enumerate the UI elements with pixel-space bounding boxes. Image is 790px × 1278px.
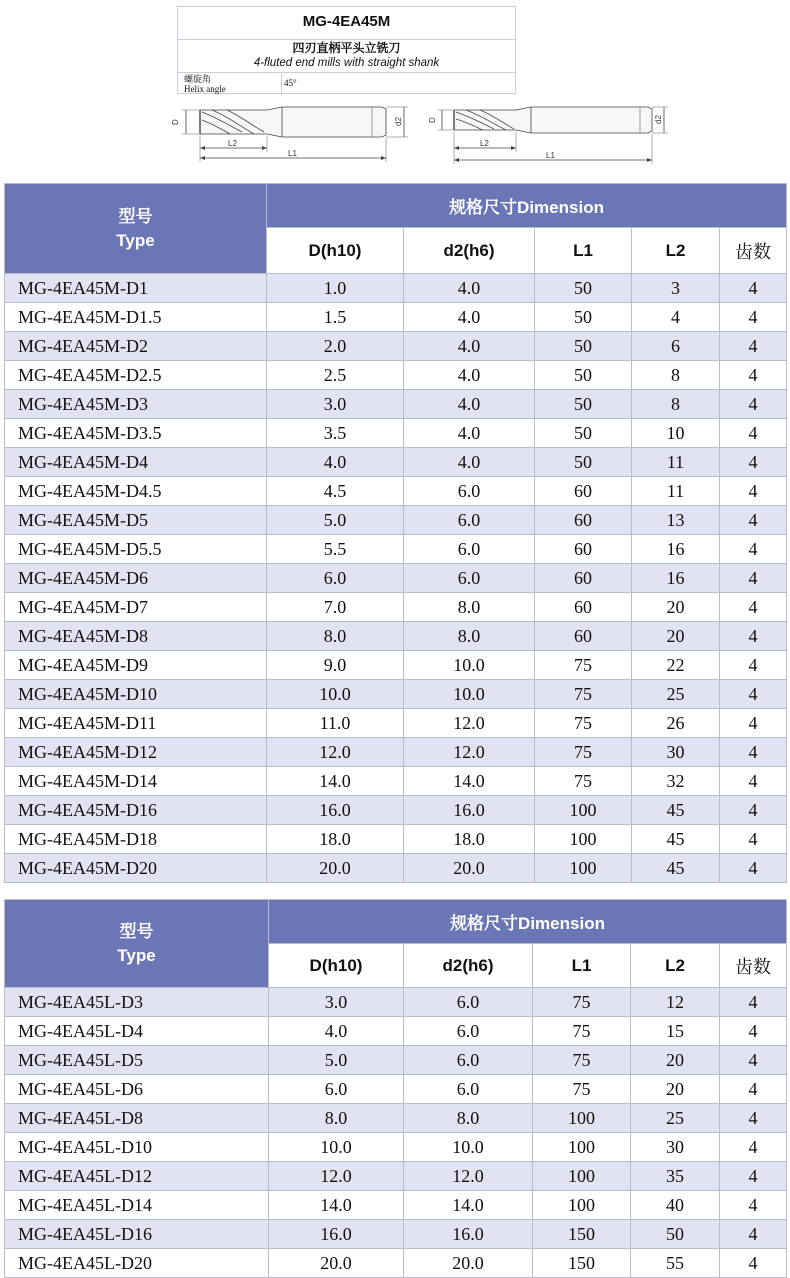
- spec-table-m-body: [5, 274, 787, 883]
- cell-D-h10: 7.0: [267, 593, 404, 622]
- cell-d2-h6: 6.0: [404, 564, 535, 593]
- cell-d2-h6: 10.0: [404, 1133, 533, 1162]
- cell-type: MG-4EA45L-D16: [5, 1220, 269, 1249]
- cell-L1: 75: [533, 1017, 631, 1046]
- col-header-d2: d2(h6): [404, 228, 535, 274]
- cell-type: MG-4EA45L-D5: [5, 1046, 269, 1075]
- cell-flutes: 4: [720, 1104, 787, 1133]
- cell-D-h10: 2.5: [267, 361, 404, 390]
- cell-flutes: 4: [720, 1017, 787, 1046]
- cell-type: MG-4EA45M-D11: [5, 709, 267, 738]
- spec-table-m: [4, 183, 787, 883]
- col-header-L1: L1: [535, 228, 632, 274]
- table-row: [5, 390, 787, 419]
- dimension-header-2: 规格尺寸Dimension: [269, 900, 787, 944]
- cell-d2-h6: 20.0: [404, 854, 535, 883]
- cell-L1: 75: [535, 767, 632, 796]
- cell-D-h10: 4.0: [269, 1017, 404, 1046]
- label-L2-2: L2: [480, 139, 489, 148]
- cell-L1: 50: [535, 419, 632, 448]
- cell-L1: 60: [535, 564, 632, 593]
- cell-d2-h6: 6.0: [404, 506, 535, 535]
- table-row: [5, 361, 787, 390]
- cell-L2: 20: [631, 1075, 720, 1104]
- cell-L1: 75: [535, 709, 632, 738]
- cell-flutes: 4: [720, 709, 787, 738]
- cell-d2-h6: 12.0: [404, 1162, 533, 1191]
- cell-d2-h6: 8.0: [404, 1104, 533, 1133]
- cell-D-h10: 14.0: [269, 1191, 404, 1220]
- table-row: [5, 988, 787, 1017]
- cell-d2-h6: 6.0: [404, 1046, 533, 1075]
- table-row: [5, 535, 787, 564]
- cell-flutes: 4: [720, 767, 787, 796]
- cell-D-h10: 4.5: [267, 477, 404, 506]
- cell-type: MG-4EA45M-D18: [5, 825, 267, 854]
- cell-L2: 35: [631, 1162, 720, 1191]
- cell-d2-h6: 4.0: [404, 419, 535, 448]
- cell-L1: 75: [535, 651, 632, 680]
- cell-L2: 15: [631, 1017, 720, 1046]
- cell-type: MG-4EA45M-D9: [5, 651, 267, 680]
- cell-L2: 32: [632, 767, 720, 796]
- cell-d2-h6: 6.0: [404, 535, 535, 564]
- table-row: [5, 1162, 787, 1191]
- col-header-L2-2: L2: [631, 944, 720, 988]
- table-row: [5, 303, 787, 332]
- cell-type: MG-4EA45M-D1.5: [5, 303, 267, 332]
- table-row: [5, 1075, 787, 1104]
- cell-type: MG-4EA45L-D14: [5, 1191, 269, 1220]
- cell-D-h10: 1.0: [267, 274, 404, 303]
- table-row: [5, 767, 787, 796]
- cell-flutes: 4: [720, 1191, 787, 1220]
- cell-type: MG-4EA45L-D10: [5, 1133, 269, 1162]
- cell-L1: 60: [535, 593, 632, 622]
- cell-type: MG-4EA45L-D8: [5, 1104, 269, 1133]
- cell-L2: 26: [632, 709, 720, 738]
- table-row: [5, 274, 787, 303]
- cell-type: MG-4EA45L-D3: [5, 988, 269, 1017]
- spec-table-l-body: [5, 988, 787, 1278]
- spec-table-l: [4, 899, 787, 1278]
- cell-L1: 100: [533, 1133, 631, 1162]
- cell-d2-h6: 4.0: [404, 332, 535, 361]
- cell-L2: 25: [631, 1104, 720, 1133]
- cell-type: MG-4EA45M-D5.5: [5, 535, 267, 564]
- cell-L1: 60: [535, 477, 632, 506]
- cell-D-h10: 3.0: [269, 988, 404, 1017]
- cell-L2: 3: [632, 274, 720, 303]
- cell-L2: 6: [632, 332, 720, 361]
- table-row: [5, 593, 787, 622]
- cell-flutes: 4: [720, 332, 787, 361]
- cell-type: MG-4EA45M-D20: [5, 854, 267, 883]
- table-row: [5, 1133, 787, 1162]
- cell-d2-h6: 4.0: [404, 361, 535, 390]
- cell-flutes: 4: [720, 593, 787, 622]
- cell-d2-h6: 14.0: [404, 767, 535, 796]
- table-row: [5, 738, 787, 767]
- cell-L1: 100: [535, 825, 632, 854]
- cell-flutes: 4: [720, 1075, 787, 1104]
- helix-label-en: Helix angle: [184, 84, 226, 94]
- table-row: [5, 506, 787, 535]
- cell-flutes: 4: [720, 651, 787, 680]
- cell-flutes: 4: [720, 419, 787, 448]
- cell-type: MG-4EA45M-D12: [5, 738, 267, 767]
- cell-L2: 45: [632, 825, 720, 854]
- cell-flutes: 4: [720, 988, 787, 1017]
- table-row: [5, 622, 787, 651]
- cell-D-h10: 18.0: [267, 825, 404, 854]
- table-row: [5, 854, 787, 883]
- label-L2: L2: [228, 139, 237, 148]
- cell-flutes: 4: [720, 564, 787, 593]
- table-row: [5, 680, 787, 709]
- label-d2: d2: [394, 117, 403, 126]
- table-row: [5, 448, 787, 477]
- cell-L1: 50: [535, 390, 632, 419]
- col-header-L1-2: L1: [533, 944, 631, 988]
- cell-L2: 30: [631, 1133, 720, 1162]
- table-row: [5, 332, 787, 361]
- cell-L2: 13: [632, 506, 720, 535]
- cell-d2-h6: 12.0: [404, 709, 535, 738]
- dimension-header: 规格尺寸Dimension: [267, 184, 787, 228]
- cell-D-h10: 5.5: [267, 535, 404, 564]
- col-header-flutes-2: 齿数: [720, 944, 787, 988]
- cell-type: MG-4EA45M-D4.5: [5, 477, 267, 506]
- cell-L2: 10: [632, 419, 720, 448]
- cell-d2-h6: 4.0: [404, 274, 535, 303]
- cell-L1: 75: [533, 1075, 631, 1104]
- type-header: [5, 184, 267, 274]
- cell-flutes: 4: [720, 680, 787, 709]
- cell-L2: 22: [632, 651, 720, 680]
- table-row: [5, 564, 787, 593]
- cell-d2-h6: 16.0: [404, 796, 535, 825]
- cell-D-h10: 11.0: [267, 709, 404, 738]
- cell-D-h10: 3.0: [267, 390, 404, 419]
- cell-D-h10: 16.0: [269, 1220, 404, 1249]
- table-row: [5, 1046, 787, 1075]
- helix-angle-value: 45°: [284, 78, 297, 88]
- cell-D-h10: 14.0: [267, 767, 404, 796]
- cell-flutes: 4: [720, 506, 787, 535]
- cell-L2: 8: [632, 390, 720, 419]
- cell-L2: 20: [632, 593, 720, 622]
- table-row: [5, 1191, 787, 1220]
- cell-D-h10: 8.0: [269, 1104, 404, 1133]
- cell-D-h10: 2.0: [267, 332, 404, 361]
- cell-D-h10: 8.0: [267, 622, 404, 651]
- cell-L2: 20: [632, 622, 720, 651]
- cell-type: MG-4EA45M-D16: [5, 796, 267, 825]
- helix-angle-label: [184, 74, 282, 95]
- cell-L2: 16: [632, 564, 720, 593]
- cell-L1: 50: [535, 361, 632, 390]
- cell-type: MG-4EA45L-D20: [5, 1249, 269, 1278]
- cell-D-h10: 6.0: [269, 1075, 404, 1104]
- label-D-2: D: [428, 117, 437, 123]
- cell-flutes: 4: [720, 448, 787, 477]
- table-row: [5, 825, 787, 854]
- cell-D-h10: 4.0: [267, 448, 404, 477]
- label-L1: L1: [288, 149, 297, 158]
- cell-type: MG-4EA45M-D14: [5, 767, 267, 796]
- cell-flutes: 4: [720, 535, 787, 564]
- cell-L1: 50: [535, 332, 632, 361]
- end-mill-drawing-short: [172, 98, 412, 168]
- cell-flutes: 4: [720, 1162, 787, 1191]
- cell-flutes: 4: [720, 1046, 787, 1075]
- cell-L1: 150: [533, 1220, 631, 1249]
- cell-d2-h6: 14.0: [404, 1191, 533, 1220]
- label-L1-2: L1: [546, 151, 555, 160]
- cell-type: MG-4EA45M-D10: [5, 680, 267, 709]
- cell-flutes: 4: [720, 825, 787, 854]
- cell-type: MG-4EA45M-D5: [5, 506, 267, 535]
- cell-type: MG-4EA45M-D1: [5, 274, 267, 303]
- cell-d2-h6: 6.0: [404, 1075, 533, 1104]
- end-mill-drawing-long: [428, 98, 673, 168]
- table-row: [5, 796, 787, 825]
- cell-L1: 50: [535, 303, 632, 332]
- cell-L2: 12: [631, 988, 720, 1017]
- cell-type: MG-4EA45M-D8: [5, 622, 267, 651]
- cell-L2: 11: [632, 477, 720, 506]
- cell-d2-h6: 10.0: [404, 680, 535, 709]
- cell-type: MG-4EA45L-D6: [5, 1075, 269, 1104]
- cell-L1: 150: [533, 1249, 631, 1278]
- cell-flutes: 4: [720, 274, 787, 303]
- cell-type: MG-4EA45M-D3.5: [5, 419, 267, 448]
- cell-D-h10: 20.0: [269, 1249, 404, 1278]
- cell-L2: 40: [631, 1191, 720, 1220]
- cell-flutes: 4: [720, 1133, 787, 1162]
- cell-L2: 11: [632, 448, 720, 477]
- cell-L1: 75: [533, 988, 631, 1017]
- cell-type: MG-4EA45M-D6: [5, 564, 267, 593]
- helix-label-cn: 螺旋角: [184, 74, 212, 84]
- end-mill-drawing-long-svg: [428, 98, 673, 168]
- cell-flutes: 4: [720, 477, 787, 506]
- col-header-d2-2: d2(h6): [404, 944, 533, 988]
- cell-flutes: 4: [720, 361, 787, 390]
- cell-d2-h6: 6.0: [404, 1017, 533, 1046]
- cell-type: MG-4EA45M-D7: [5, 593, 267, 622]
- cell-L1: 100: [533, 1104, 631, 1133]
- col-header-D: D(h10): [267, 228, 404, 274]
- cell-d2-h6: 20.0: [404, 1249, 533, 1278]
- cell-D-h10: 12.0: [269, 1162, 404, 1191]
- cell-L2: 50: [631, 1220, 720, 1249]
- product-info-box: [177, 6, 516, 94]
- cell-L1: 50: [535, 448, 632, 477]
- cell-D-h10: 5.0: [269, 1046, 404, 1075]
- cell-D-h10: 6.0: [267, 564, 404, 593]
- product-description: [178, 40, 515, 73]
- type-header-cn-2: 型号: [119, 921, 154, 941]
- type-header-cn: 型号: [118, 206, 153, 226]
- type-header-2: [5, 900, 269, 988]
- cell-D-h10: 10.0: [267, 680, 404, 709]
- cell-L2: 16: [632, 535, 720, 564]
- cell-L2: 8: [632, 361, 720, 390]
- cell-L2: 45: [632, 796, 720, 825]
- cell-L1: 100: [533, 1162, 631, 1191]
- table-row: [5, 651, 787, 680]
- table-row: [5, 1249, 787, 1278]
- cell-d2-h6: 8.0: [404, 622, 535, 651]
- table-row: [5, 477, 787, 506]
- cell-d2-h6: 4.0: [404, 448, 535, 477]
- cell-flutes: 4: [720, 390, 787, 419]
- title-en: 4-fluted end mills with straight shank: [253, 57, 440, 69]
- cell-L2: 55: [631, 1249, 720, 1278]
- cell-type: MG-4EA45M-D3: [5, 390, 267, 419]
- cell-L2: 4: [632, 303, 720, 332]
- cell-type: MG-4EA45M-D2.5: [5, 361, 267, 390]
- table-row: [5, 1104, 787, 1133]
- cell-D-h10: 20.0: [267, 854, 404, 883]
- cell-L1: 60: [535, 506, 632, 535]
- cell-L2: 30: [632, 738, 720, 767]
- cell-flutes: 4: [720, 854, 787, 883]
- cell-L1: 75: [533, 1046, 631, 1075]
- cell-L1: 100: [535, 796, 632, 825]
- cell-L1: 50: [535, 274, 632, 303]
- cell-L2: 25: [632, 680, 720, 709]
- cell-d2-h6: 6.0: [404, 988, 533, 1017]
- cell-D-h10: 1.5: [267, 303, 404, 332]
- helix-angle-row: [178, 73, 515, 95]
- cell-L1: 75: [535, 738, 632, 767]
- cell-flutes: 4: [720, 622, 787, 651]
- cell-d2-h6: 6.0: [404, 477, 535, 506]
- col-header-D-2: D(h10): [269, 944, 404, 988]
- cell-d2-h6: 16.0: [404, 1220, 533, 1249]
- cell-type: MG-4EA45L-D4: [5, 1017, 269, 1046]
- cell-d2-h6: 4.0: [404, 390, 535, 419]
- cell-d2-h6: 12.0: [404, 738, 535, 767]
- cell-d2-h6: 10.0: [404, 651, 535, 680]
- cell-D-h10: 10.0: [269, 1133, 404, 1162]
- type-header-en: Type: [116, 230, 155, 250]
- cell-d2-h6: 18.0: [404, 825, 535, 854]
- cell-flutes: 4: [720, 796, 787, 825]
- table-row: [5, 1220, 787, 1249]
- table-row: [5, 419, 787, 448]
- model-title: MG-4EA45M: [178, 7, 515, 40]
- cell-d2-h6: 8.0: [404, 593, 535, 622]
- cell-flutes: 4: [720, 303, 787, 332]
- cell-flutes: 4: [720, 1249, 787, 1278]
- cell-D-h10: 5.0: [267, 506, 404, 535]
- cell-L1: 75: [535, 680, 632, 709]
- table-row: [5, 1017, 787, 1046]
- cell-L1: 60: [535, 622, 632, 651]
- cell-type: MG-4EA45L-D12: [5, 1162, 269, 1191]
- cell-D-h10: 16.0: [267, 796, 404, 825]
- title-cn: 四刃直柄平头立铣刀: [292, 41, 401, 55]
- label-D: D: [171, 119, 180, 125]
- cell-type: MG-4EA45M-D2: [5, 332, 267, 361]
- cell-D-h10: 12.0: [267, 738, 404, 767]
- cell-L1: 100: [535, 854, 632, 883]
- cell-L1: 100: [533, 1191, 631, 1220]
- cell-L1: 60: [535, 535, 632, 564]
- cell-flutes: 4: [720, 1220, 787, 1249]
- col-header-flutes: 齿数: [720, 228, 787, 274]
- type-header-en-2: Type: [117, 945, 156, 965]
- cell-flutes: 4: [720, 738, 787, 767]
- cell-D-h10: 9.0: [267, 651, 404, 680]
- cell-d2-h6: 4.0: [404, 303, 535, 332]
- col-header-L2: L2: [632, 228, 720, 274]
- cell-D-h10: 3.5: [267, 419, 404, 448]
- table-row: [5, 709, 787, 738]
- cell-type: MG-4EA45M-D4: [5, 448, 267, 477]
- cell-L2: 20: [631, 1046, 720, 1075]
- end-mill-drawing-short-svg: [172, 98, 412, 168]
- label-d2-2: d2: [654, 115, 663, 124]
- cell-L2: 45: [632, 854, 720, 883]
